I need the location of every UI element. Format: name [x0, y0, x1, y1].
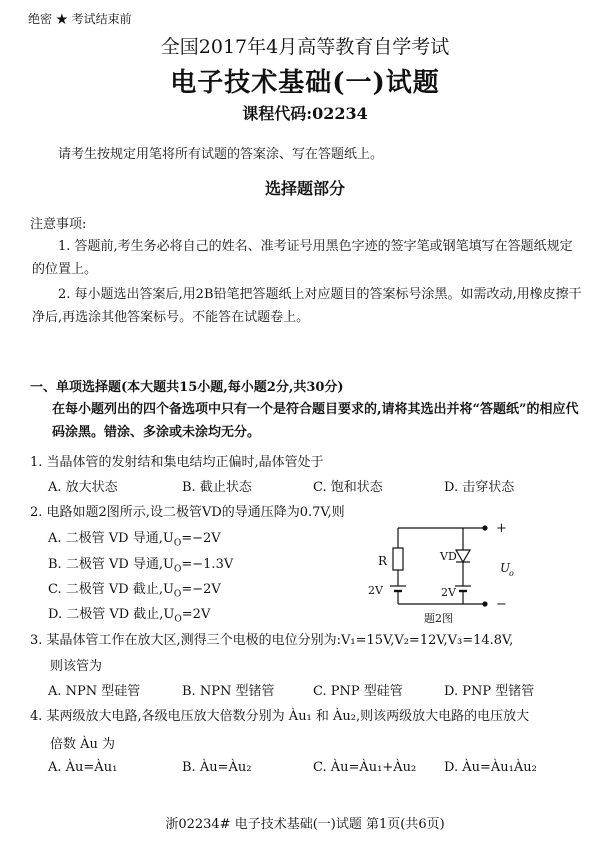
q3-option-c: C. PNP 型硅管 [313, 684, 403, 699]
part1-description: 在每小题列出的四个备选项中只有一个是符合题目要求的,请将其选出并将“答题纸”的相应代码涂黑。错涂、多涂或未涂均无分。 [52, 402, 579, 440]
q1-stem: 1. 当晶体管的发射结和集电结均正偏时,晶体管处于 [30, 455, 324, 470]
q2-option-d: D. 二极管 VD 截止$,U_O=2V$ [48, 607, 211, 625]
q3-option-d: D. PNP 型锗管 [444, 684, 535, 699]
q1-option-b: B. 截止状态 [182, 480, 252, 495]
q4-stem: 4. 某两级放大电路,各级电压放大倍数分别为 Àu₁ 和 Àu₂,则该两级放大电路的电压放大 [30, 709, 530, 724]
q2-option-a: A. 二极管 VD 导通$,U_O=-2V$ [48, 531, 221, 549]
confidential-label: 绝密 ★ 考试结束前 [28, 12, 132, 26]
label-uo-sub: o [509, 569, 514, 578]
label-v2: 2V [441, 586, 456, 599]
q4-option-b: B. Àu=Àu₂ [182, 760, 252, 775]
q3-stem-cont: 则该管为 [50, 659, 103, 674]
q4-option-c: C. Àu=Àu₁+Àu₂ [313, 760, 417, 775]
q2-option-c: C. 二极管 VD 截止$,U_O=-2V$ [48, 582, 221, 600]
q3-option-a: A. NPN 型硅管 [48, 684, 141, 699]
page-footer: 浙02234# 电子技术基础(一)试题 第1页(共6页) [165, 817, 445, 832]
label-vd: VD [440, 550, 457, 563]
q1-option-a: A. 放大状态 [48, 480, 118, 495]
figure-caption: 题2图 [424, 612, 453, 625]
bottom-terminal [483, 602, 487, 606]
q1-option-d: D. 击穿状态 [444, 480, 515, 495]
notes-item-2: 2. 每小题选出答案后,用2B铅笔把答题纸上对应题目的答案标号涂黑。如需改动,用橡皮擦干净后,再选涂其他答案标号。不能答在试题卷上。 [32, 287, 582, 325]
label-uo: U [500, 561, 511, 575]
course-code: 课程代码:02234 [242, 104, 368, 123]
top-terminal [483, 526, 487, 530]
paper-title: 电子技术基础(一)试题 [170, 68, 440, 98]
q4-option-a: A. Àu=Àu₁ [48, 760, 118, 775]
q2-option-b: B. 二极管 VD 导通$,U_O=-1.3V$ [48, 557, 234, 575]
q4-stem-cont: 倍数 Àu 为 [50, 737, 116, 752]
diode-vd [456, 550, 470, 562]
section-title: 选择题部分 [264, 179, 345, 198]
q3-option-b: B. NPN 型锗管 [182, 684, 275, 699]
notes-item-1: 1. 答题前,考生务必将自己的姓名、准考证号用黑色字迹的签字笔或钢笔填写在答题纸规定的位置上。 [32, 239, 573, 277]
notes-heading: 注意事项: [30, 217, 87, 232]
q3-stem: 3. 某晶体管工作在放大区,测得三个电极的电位分别为:V₁=15V,V₂=12V,V₃=14.8V, [30, 633, 514, 648]
instruction-text: 请考生按规定用笔将所有试题的答案涂、写在答题纸上。 [58, 147, 384, 162]
label-v1: 2V [368, 584, 383, 597]
q1-option-c: C. 饱和状态 [313, 480, 383, 495]
q2-stem: 2. 电路如题2图所示,设二极管VD的导通压降为0.7V,则 [30, 505, 345, 520]
label-plus: + [496, 522, 507, 536]
q4-option-d: D. Àu=Àu₁Àu₂ [444, 760, 537, 775]
q2-circuit-figure [360, 522, 550, 626]
label-minus: − [496, 597, 507, 612]
part1-heading: 一、单项选择题(本大题共15小题,每小题2分,共30分) [30, 380, 344, 395]
exam-line: 全国2017年4月高等教育自学考试 [160, 36, 450, 58]
label-r: R [378, 554, 388, 568]
resistor-r [393, 548, 403, 570]
